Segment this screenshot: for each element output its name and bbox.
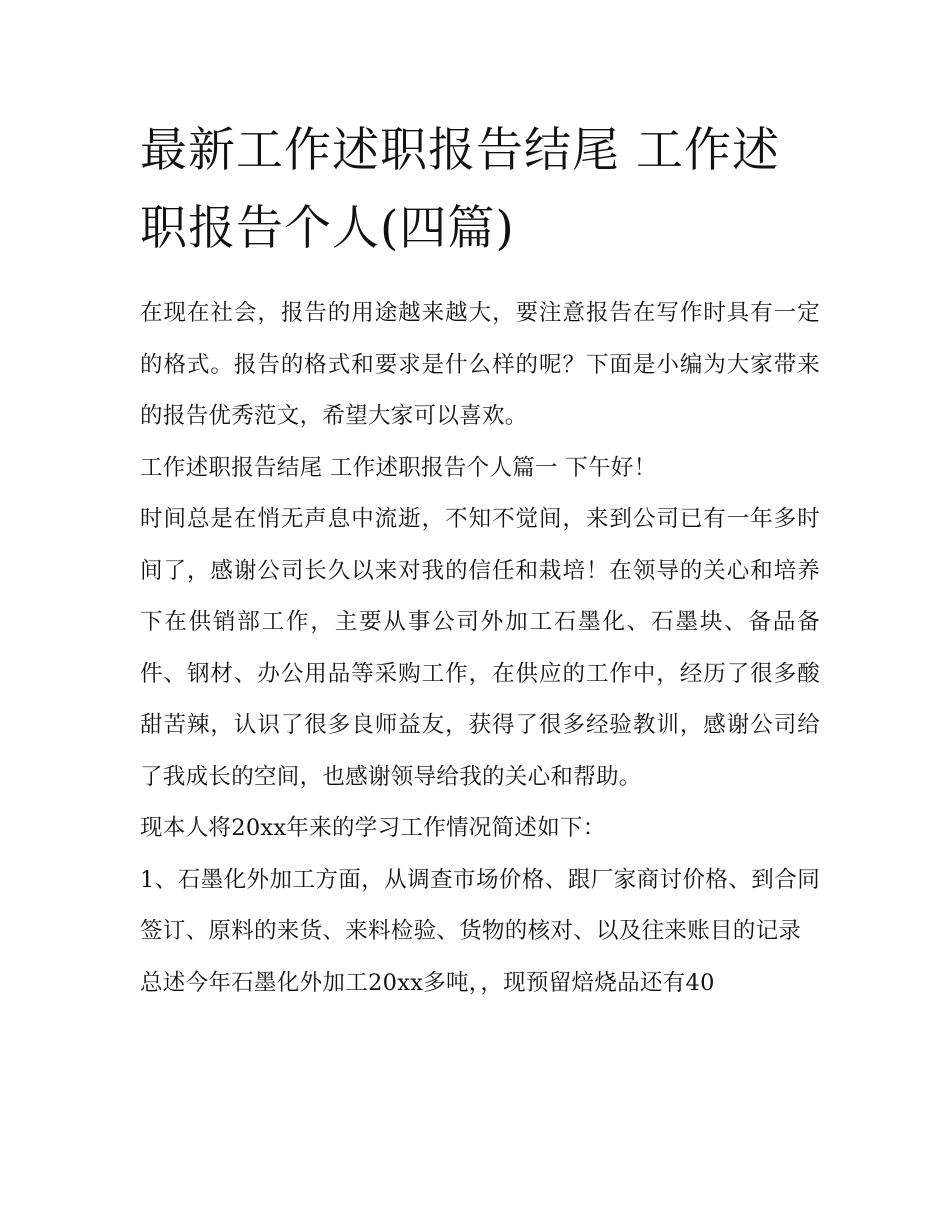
body-paragraph: 1、石墨化外加工方面，从调查市场价格、跟厂家商讨价格、到合同签订、原料的来货、来料检验、货物的核对、以及往来账目的记录 (140, 866, 820, 944)
paragraph-list (140, 288, 820, 1009)
document-body (140, 112, 820, 1009)
body-paragraph: 现本人将20xx年来的学习工作情况简述如下： (140, 815, 606, 841)
intro-paragraph: 在现在社会，报告的用途越来越大，要注意报告在写作时具有一定的格式。报告的格式和要求是什么样的呢？下面是小编为大家带来的报告优秀范文，希望大家可以喜欢。 (140, 300, 820, 429)
section-heading-paragraph: 工作述职报告结尾 工作述职报告个人篇一 下午好！ (140, 454, 657, 481)
document-title: 最新工作述职报告结尾 工作述职报告个人(四篇) (140, 123, 780, 256)
body-paragraph: 时间总是在悄无声息中流逝，不知不觉间，来到公司已有一年多时间了，感谢公司长久以来对我的信任和栽培！在领导的关心和培养下在供销部工作，主要从事公司外加工石墨化、石墨块、备品备件、钢材、办公用品等采购工作，在供应的工作中，经历了很多酸甜苦辣，认识了很多良师益友，获得了很多经验教训，感谢公司给了我成长的空间，也感谢领导给我的关心和帮助。 (140, 506, 820, 790)
body-paragraph: 总述今年石墨化外加工20xx多吨，，现预留焙烧品还有40 (140, 969, 715, 996)
